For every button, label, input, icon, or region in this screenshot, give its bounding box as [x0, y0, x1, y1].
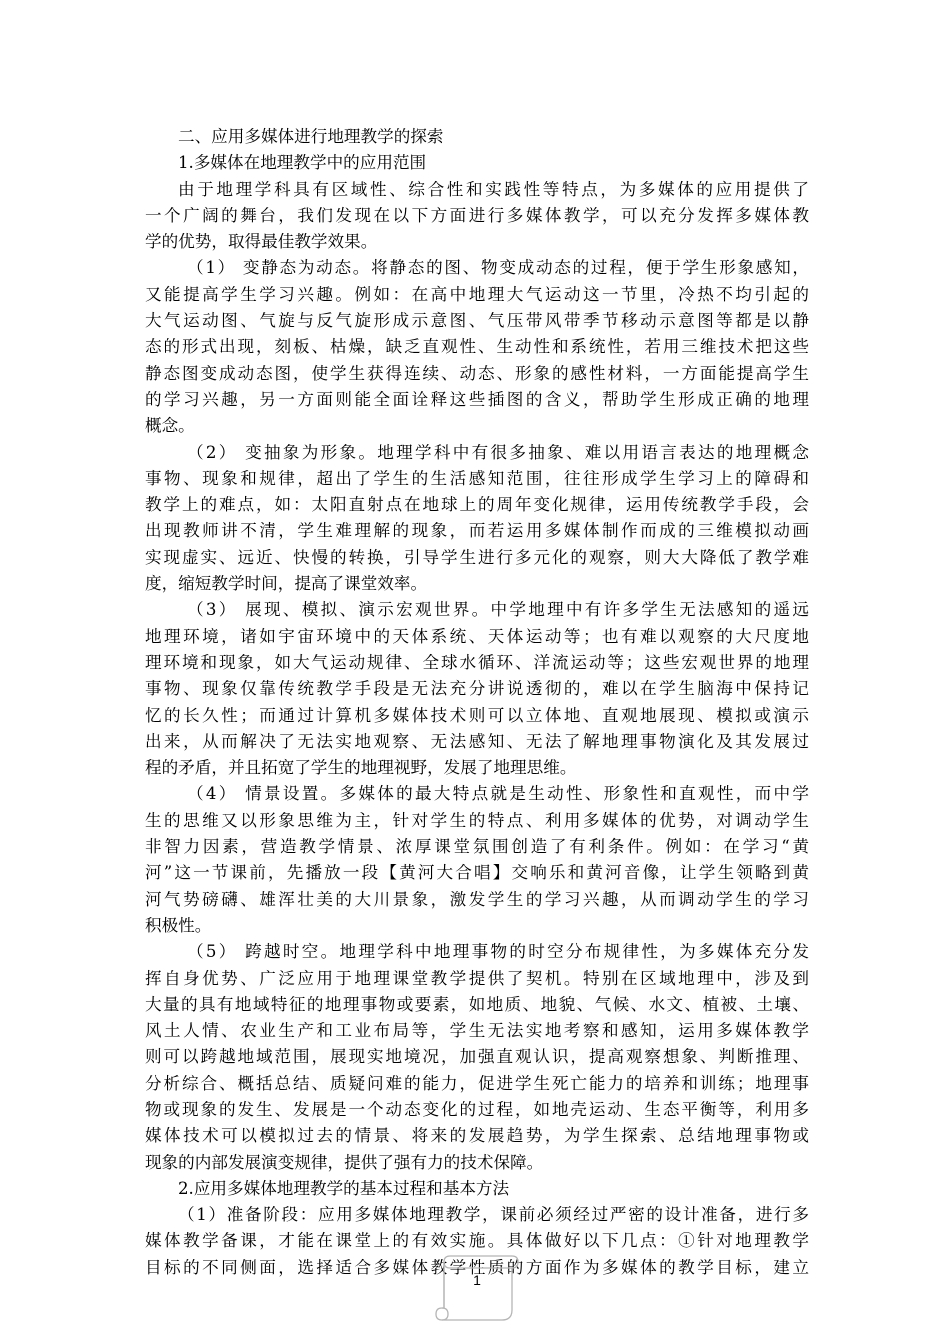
- text-line: （1） 变静态为动态。将静态的图、物变成动态的过程，便于学生形象感知，: [187, 258, 809, 278]
- text-line: （2） 变抽象为形象。地理学科中有很多抽象、难以用语言表达的地理概念: [187, 442, 809, 462]
- text-line: 生的思维又以形象思维为主，针对学生的特点、利用多媒体的优势，对调动学生: [145, 810, 809, 830]
- text-line: （3） 展现、模拟、演示宏观世界。中学地理中有许多学生无法感知的遥远: [187, 600, 809, 620]
- text-line: 大气运动图、气旋与反气旋形成示意图、气压带风带季节移动示意图等都是以静: [145, 311, 809, 331]
- text-line: 则可以跨越地域范围，展现实地境况，加强直观认识，提高观察想象、判断推理、: [145, 1047, 809, 1067]
- text-line: 二、应用多媒体进行地理教学的探索: [178, 127, 444, 146]
- text-line: 度，缩短教学时间，提高了课堂效率。: [145, 574, 428, 594]
- text-line: 学的优势，取得最佳教学效果。: [145, 232, 378, 252]
- text-line: 出现教师讲不清，学生难理解的现象，而若运用多媒体制作而成的三维模拟动画: [145, 521, 809, 541]
- text-line: 教学上的难点，如：太阳直射点在地球上的周年变化规律，运用传统教学手段，会: [145, 495, 809, 515]
- text-line: 事物、现象和规律，超出了学生的生活感知范围，往往形成学生学习上的障碍和: [145, 468, 809, 488]
- text-line: 的学习兴趣，另一方面则能全面诠释这些插图的含义，帮助学生形成正确的地理: [145, 389, 809, 409]
- text-line: 非智力因素，营造教学情景、浓厚课堂氛围创造了有利条件。例如：在学习“黄: [145, 837, 809, 857]
- text-line: 大量的具有地域特征的地理事物或要素，如地质、地貌、气候、水文、植被、土壤、: [145, 994, 809, 1014]
- text-line: 概念。: [145, 416, 195, 436]
- text-line: 由于地理学科具有区域性、综合性和实践性等特点，为多媒体的应用提供了: [178, 179, 809, 199]
- text-line: 静态图变成动态图，使学生获得连续、动态、形象的感性材料，一方面能提高学生: [145, 363, 809, 383]
- page-number: 1: [473, 1272, 481, 1288]
- text-line: 媒体技术可以模拟过去的情景、将来的发展趋势，为学生探索、总结地理事物或: [145, 1126, 809, 1146]
- text-line: （1）准备阶段：应用多媒体地理教学，课前必须经过严密的设计准备，进行多: [178, 1205, 809, 1225]
- text-line: 理环境和现象，如大气运动规律、全球水循环、洋流运动等；这些宏观世界的地理: [145, 652, 809, 672]
- text-line: （4） 情景设置。多媒体的最大特点就是生动性、形象性和直观性，而中学: [187, 784, 809, 804]
- text-line: 忆的长久性；而通过计算机多媒体技术则可以立体地、直观地展现、模拟或演示: [145, 705, 809, 725]
- text-line: 挥自身优势、广泛应用于地理课堂教学提供了契机。特别在区域地理中，涉及到: [145, 968, 809, 988]
- document-body: [145, 124, 809, 1281]
- text-line: 地理环境，诸如宇宙环境中的天体系统、天体运动等；也有难以观察的大尺度地: [145, 626, 809, 646]
- text-line: 河气势磅礴、雄浑壮美的大川景象，激发学生的学习兴趣，从而调动学生的学习: [145, 889, 809, 909]
- text-line: 风土人情、农业生产和工业布局等，学生无法实地考察和感知，运用多媒体教学: [145, 1021, 809, 1041]
- text-line: 事物、现象仅靠传统教学手段是无法充分讲说透彻的，难以在学生脑海中保持记: [145, 679, 809, 699]
- text-line: 积极性。: [145, 915, 212, 935]
- page-footer: [432, 1254, 522, 1326]
- text-line: 现象的内部发展演变规律，提供了强有力的技术保障。: [145, 1152, 544, 1172]
- text-line: 态的形式出现，刻板、枯燥，缺乏直观性、生动性和系统性，若用三维技术把这些: [145, 337, 809, 357]
- text-line: 分析综合、概括总结、质疑问难的能力，促进学生死亡能力的培养和训练；地理事: [145, 1073, 809, 1093]
- scroll-icon: [432, 1254, 522, 1326]
- text-line: 目标的不同侧面，选择适合多媒体教学性质的方面作为多媒体的教学目标，建立: [145, 1257, 809, 1277]
- text-line: 媒体教学备课，才能在课堂上的有效实施。具体做好以下几点：①针对地理教学: [145, 1231, 809, 1251]
- text-line: （5） 跨越时空。地理学科中地理事物的时空分布规律性，为多媒体充分发: [187, 942, 809, 962]
- text-line: 河”这一节课前，先播放一段【黄河大合唱】交响乐和黄河音像，让学生领略到黄: [145, 863, 809, 883]
- text-line: 2.应用多媒体地理教学的基本过程和基本方法: [178, 1178, 510, 1198]
- text-line: 程的矛盾，并且拓宽了学生的地理视野，发展了地理思维。: [145, 758, 577, 778]
- text-line: 1.多媒体在地理教学中的应用范围: [178, 153, 427, 173]
- text-line: 又能提高学生学习兴趣。例如：在高中地理大气运动这一节里，冷热不均引起的: [145, 284, 809, 304]
- text-line: 一个广阔的舞台，我们发现在以下方面进行多媒体教学，可以充分发挥多媒体教: [145, 205, 809, 225]
- text-line: 出来，从而解决了无法实地观察、无法感知、无法了解地理事物演化及其发展过: [145, 731, 809, 751]
- text-line: 实现虚实、远近、快慢的转换，引导学生进行多元化的观察，则大大降低了教学难: [145, 547, 809, 567]
- text-line: 物或现象的发生、发展是一个动态变化的过程，如地壳运动、生态平衡等，利用多: [145, 1099, 809, 1119]
